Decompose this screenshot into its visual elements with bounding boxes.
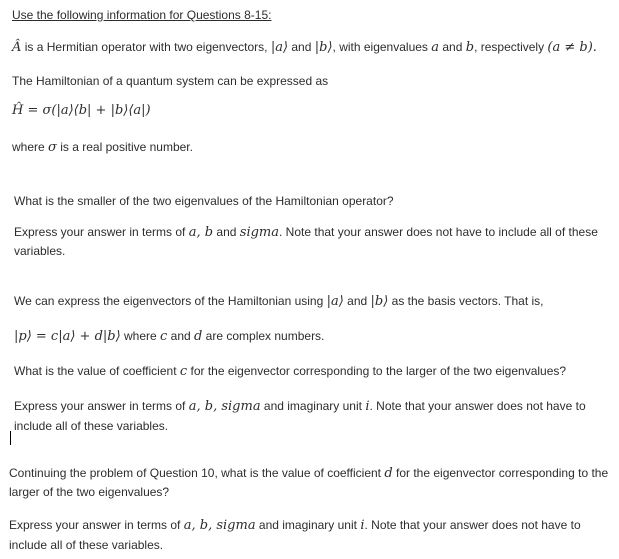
condition: (a ≠ b).	[547, 40, 597, 55]
q8-instructions: Express your answer in terms of a, b and sigma. Note that your answer does not have to include all of these	[14, 225, 598, 240]
q10-instructions: Express your answer in terms of a, b, sigma and imaginary unit i. Note that your answer does not have to	[14, 399, 586, 414]
a-hat-symbol: Â	[12, 40, 22, 55]
q11-instructions: Express your answer in terms of a, b, sigma and imaginary unit i. Note that your answer does not have to	[9, 518, 581, 533]
q10-instructions-cont: include all of these variables.	[14, 419, 169, 433]
q11-question-cont: larger of the two eigenvalues?	[9, 485, 170, 499]
hamiltonian-equation: Ĥ = σ(|a⟩⟨b| + |b⟩⟨a|)	[12, 103, 151, 118]
sigma-definition: where σ is a real positive number.	[12, 140, 193, 155]
q10-eigenvector-equation: |p⟩ = c|a⟩ + d|b⟩ where c and d are complex numbers.	[14, 329, 325, 344]
q8-question: What is the smaller of the two eigenvalues of the Hamiltonian operator?	[14, 194, 394, 208]
ket-a: |a⟩	[270, 40, 289, 55]
q8-instructions-cont: variables.	[14, 244, 66, 258]
text-cursor[interactable]	[10, 431, 11, 445]
q10-question: What is the value of coefficient c for the eigenvector corresponding to the larger of the two eigenvalues?	[14, 364, 567, 379]
operator-description: Â is a Hermitian operator with two eigenvectors, |a⟩ and |b⟩, with eigenvalues a and b, respectively (a ≠ b).	[12, 40, 597, 55]
q11-instructions-cont: include all of these variables.	[9, 538, 164, 552]
q10-basis-text: We can express the eigenvectors of the Hamiltonian using |a⟩ and |b⟩ as the basis vectors. That is,	[14, 294, 544, 309]
hamiltonian-intro: The Hamiltonian of a quantum system can be expressed as	[12, 74, 329, 88]
ket-b: |b⟩	[314, 40, 333, 55]
intro-heading: Use the following information for Questions 8-15:	[12, 8, 272, 22]
q11-question: Continuing the problem of Question 10, what is the value of coefficient d for the eigenvector corresponding to the	[9, 466, 609, 481]
